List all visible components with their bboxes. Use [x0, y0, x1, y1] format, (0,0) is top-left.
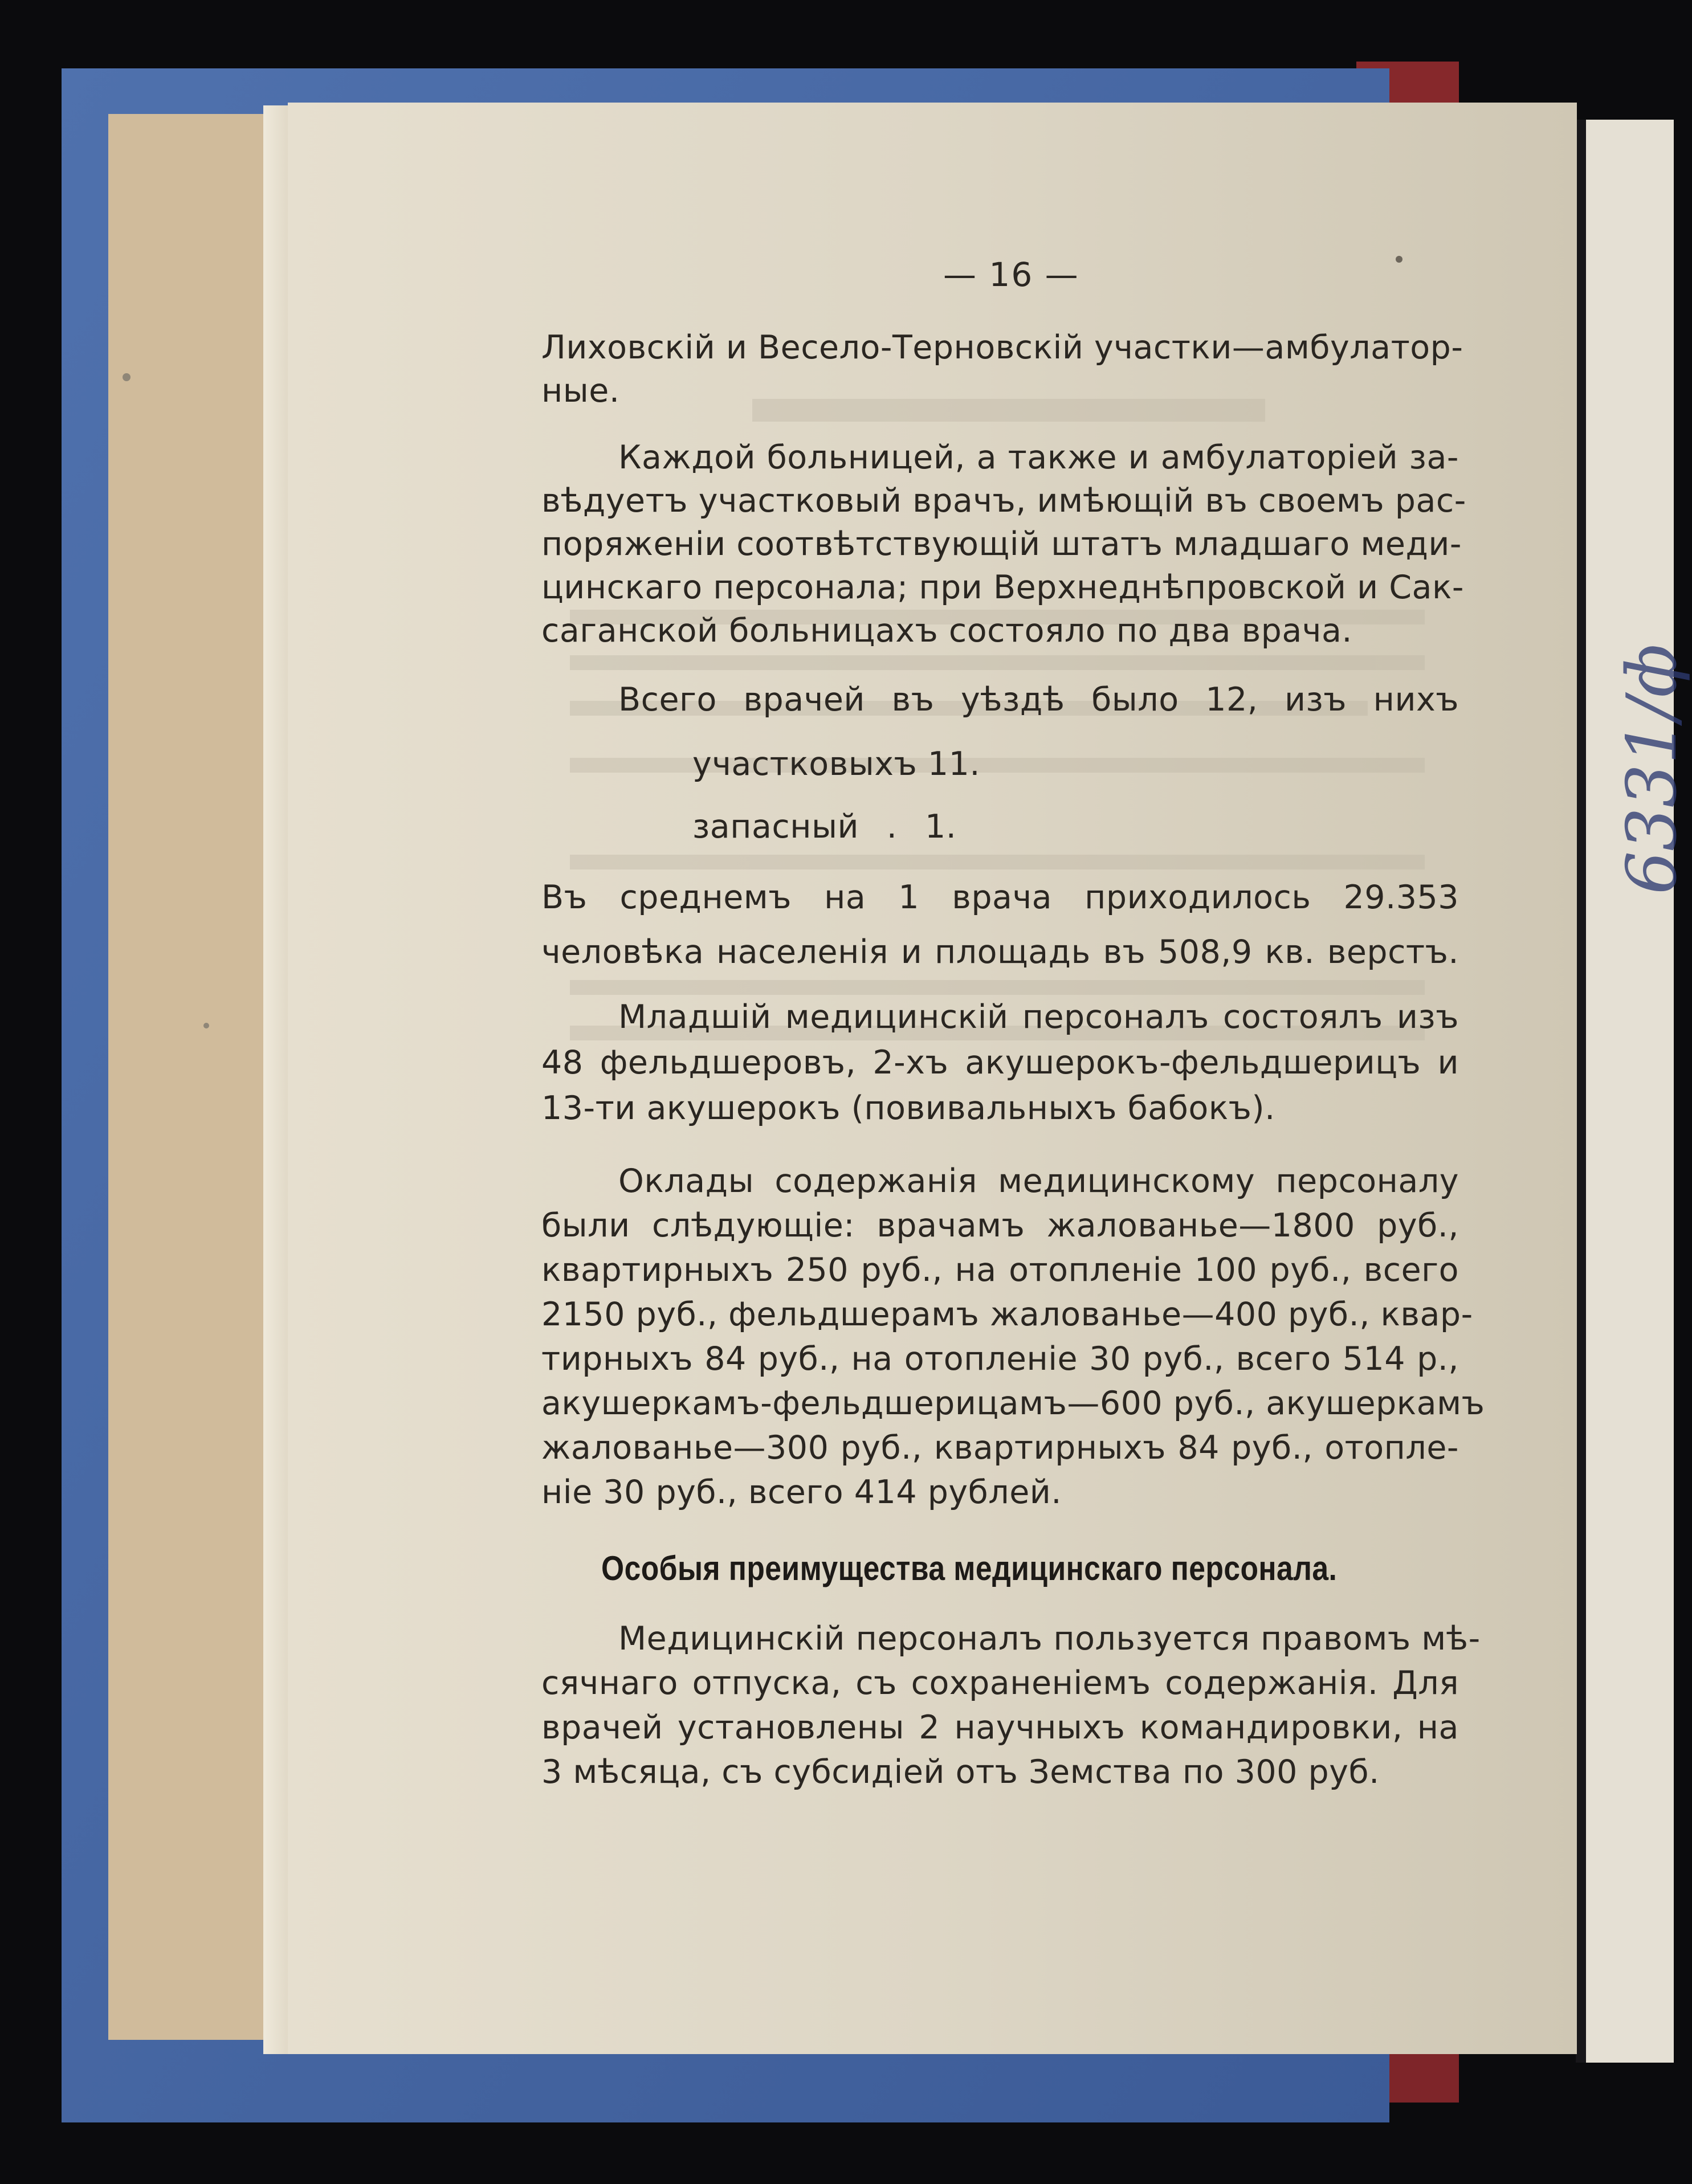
section-heading: Особыя преимущества медицинскаго персонала. [601, 1549, 1338, 1587]
text-line: 13-ти акушерокъ (повивальныхъ бабокъ). [541, 1089, 1275, 1127]
text-line: акушеркамъ-фельдшерицамъ—600 руб., акушеркамъ [541, 1385, 1485, 1422]
text-line: тирныхъ 84 руб., на отопленіе 30 руб., всего 514 р., [541, 1340, 1459, 1378]
text-line: участковыхъ 11. [692, 745, 981, 783]
text-line: человѣка населенія и площадь въ 508,9 кв. верстъ. [541, 933, 1459, 971]
text-line: Младшій медицинскій персоналъ состоялъ изъ [618, 998, 1459, 1036]
text-line: Лиховскій и Весело-Терновскій участки—амбулатор- [541, 329, 1463, 366]
text-line: были слѣдующіе: врачамъ жалованье—1800 руб., [541, 1207, 1459, 1244]
page-number: — 16 — [943, 255, 1079, 294]
text-line: квартирныхъ 250 руб., на отопленіе 100 руб., всего [541, 1251, 1459, 1289]
text-line: вѣдуетъ участковый врачъ, имѣющій въ своемъ рас- [541, 482, 1466, 520]
text-line: Всего врачей въ уѣздѣ было 12, изъ нихъ [618, 681, 1459, 719]
text-line: Оклады содержанія медицинскому персоналу [618, 1162, 1459, 1200]
text-line: саганской больницахъ состояло по два врача. [541, 612, 1353, 650]
handwritten-inventory-number: 6331/ф [1613, 644, 1692, 895]
text-line: 48 фельдшеровъ, 2-хъ акушерокъ-фельдшерицъ и [541, 1044, 1459, 1081]
text-line: ные. [541, 372, 620, 410]
text-line: врачей установлены 2 научныхъ командировки, на [541, 1709, 1459, 1746]
text-line: 2150 руб., фельдшерамъ жалованье—400 руб., квар- [541, 1296, 1473, 1333]
text-line: поряженіи соотвѣтствующій штатъ младшаго меди- [541, 525, 1462, 563]
text-line: цинскаго персонала; при Верхнеднѣпровской и Сак- [541, 569, 1464, 606]
text-line: запасный . 1. [692, 808, 957, 846]
text-line: сячнаго отпуска, съ сохраненіемъ содержанія. Для [541, 1664, 1459, 1702]
text-line: ніе 30 руб., всего 414 рублей. [541, 1473, 1062, 1511]
text-line: Медицинскій персоналъ пользуется правомъ мѣ- [618, 1620, 1481, 1658]
text-line: жалованье—300 руб., квартирныхъ 84 руб., отопле- [541, 1429, 1459, 1467]
text-line: Въ среднемъ на 1 врача приходилось 29.353 [541, 879, 1459, 916]
text-line: Каждой больницей, а также и амбулаторіей за- [618, 439, 1459, 476]
text-line: 3 мѣсяца, съ субсидіей отъ Земства по 300 руб. [541, 1753, 1380, 1791]
